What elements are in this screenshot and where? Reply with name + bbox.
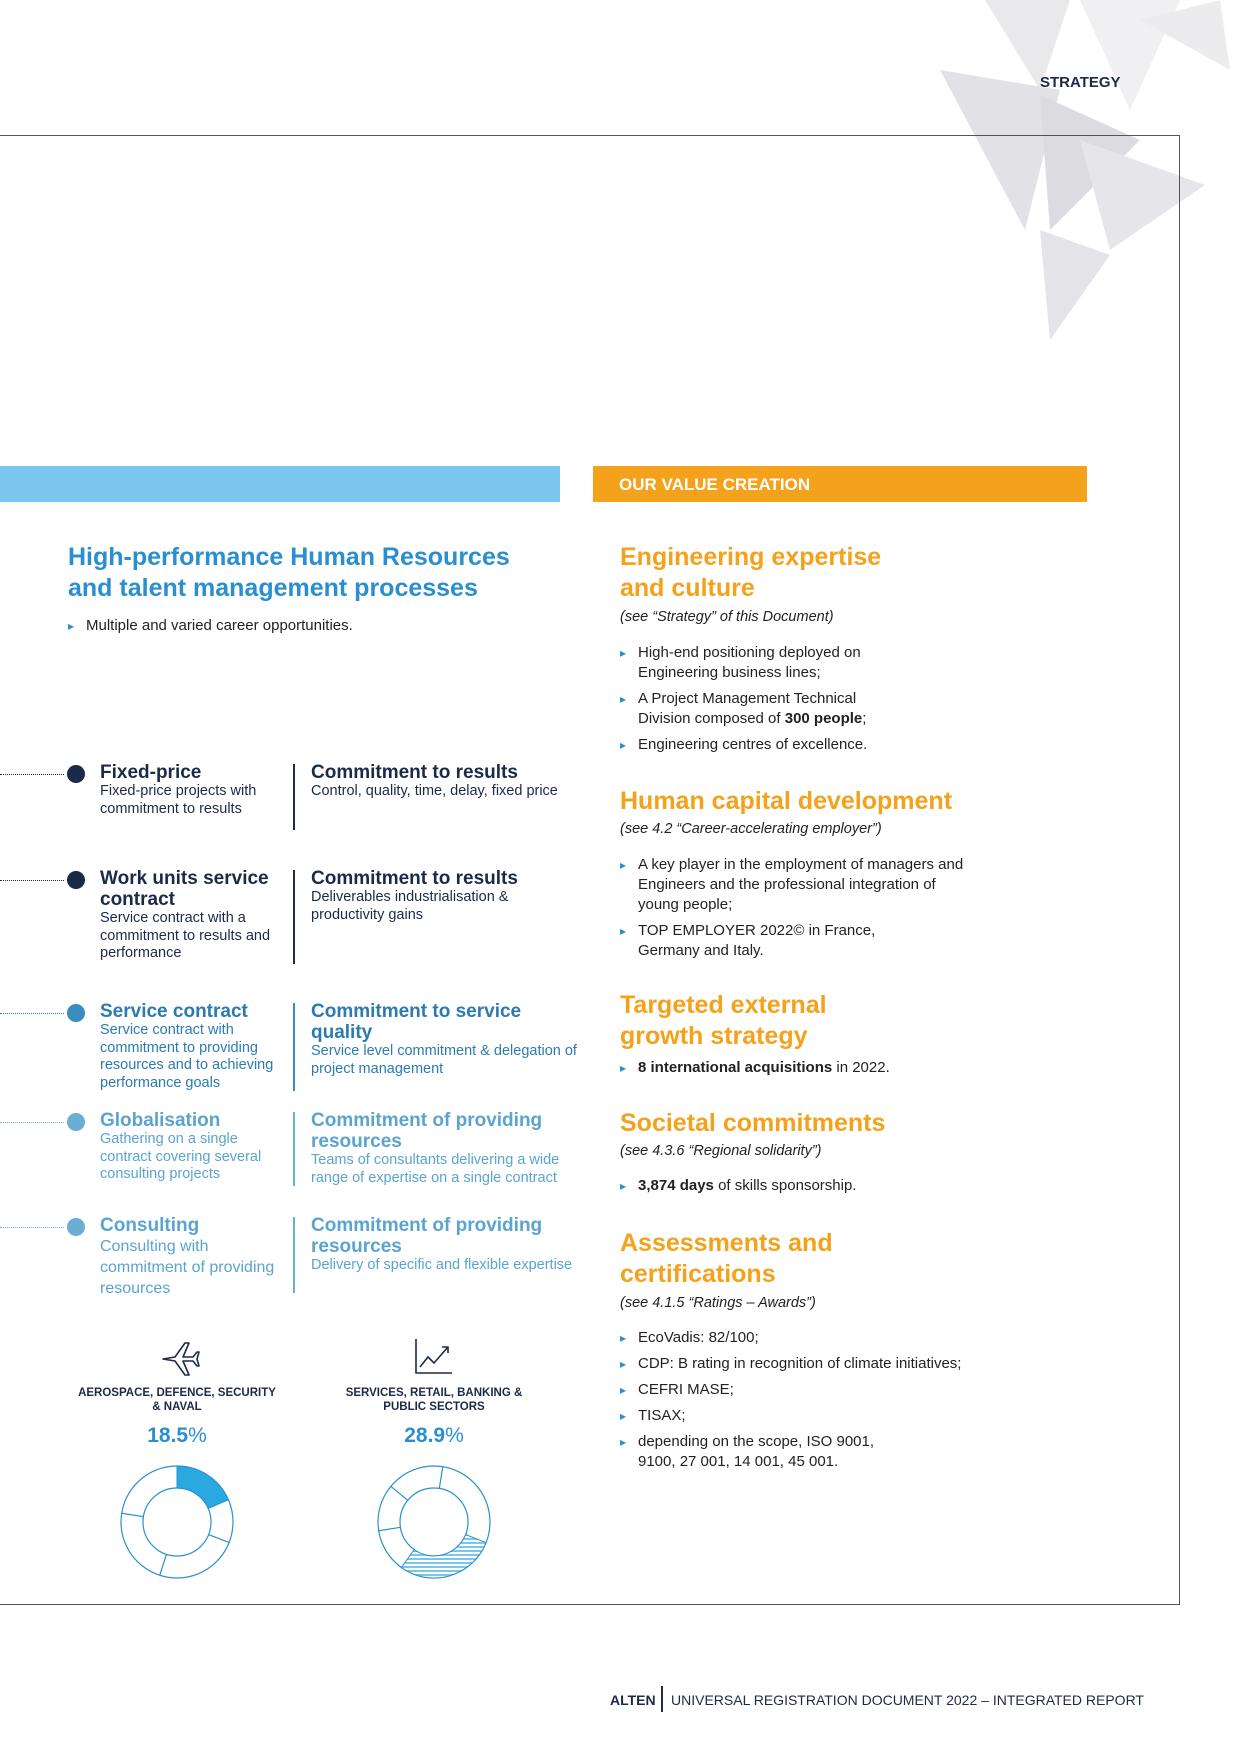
hr-bullet: ▸ Multiple and varied career opportunities. — [68, 616, 528, 636]
vc-bullet-list — [620, 643, 1020, 761]
offer-desc: Service contract with a commitment to results and performance — [100, 910, 271, 961]
commitment — [311, 1001, 581, 1078]
section-label: STRATEGY — [1040, 74, 1121, 91]
commitment-desc: Control, quality, time, delay, fixed price — [311, 783, 558, 799]
donut-divider — [379, 1527, 401, 1530]
sector-donut — [374, 1462, 494, 1582]
offer-title — [100, 1110, 285, 1184]
vc-bullet: ▸ CDP: B rating in recognition of climate initiatives; — [620, 1354, 1020, 1374]
vc-bullet: ▸ A Project Management Technical Division composed of 300 people; — [620, 689, 898, 729]
pct-value: 18.5 — [147, 1424, 189, 1447]
offer-title-text: Consulting — [100, 1215, 200, 1236]
sector-label: SERVICES, RETAIL, BANKING & PUBLIC SECTORS — [345, 1387, 523, 1413]
donut-divider — [209, 1535, 229, 1543]
commitment — [311, 1110, 581, 1187]
vc-title: Human capital development — [620, 787, 953, 815]
vc-bullet: ▸ Engineering centres of excellence. — [620, 735, 1020, 755]
hr-bullets — [68, 616, 528, 636]
offer-desc: Gathering on a single contract covering several consulting projects — [100, 1131, 262, 1182]
footer-document-title: UNIVERSAL REGISTRATION DOCUMENT 2022 – INTEGRATED REPORT — [671, 1692, 1144, 1708]
value-creation-label: OUR VALUE CREATION — [619, 475, 811, 494]
vc-bullet-list — [620, 1328, 1020, 1478]
connector-line — [0, 880, 64, 881]
vc-title: Assessments and certifications — [620, 1229, 833, 1288]
vc-title: Engineering expertise and culture — [620, 543, 882, 602]
left-section-bar — [0, 466, 560, 502]
connector-line — [0, 774, 64, 775]
divider — [293, 1112, 295, 1186]
vc-bullet: ▸ 3,874 days of skills sponsorship. — [620, 1176, 1020, 1196]
divider — [293, 764, 295, 830]
vc-reference: (see “Strategy” of this Document) — [620, 609, 834, 625]
offer-dot — [67, 871, 85, 889]
divider — [293, 870, 295, 964]
donut-inner-ring — [400, 1488, 468, 1556]
commitment-desc: Service level commitment & delegation of project management — [311, 1043, 577, 1077]
chart-trend-icon — [412, 1335, 456, 1379]
commitment-title: Commitment of providing resources — [311, 1215, 543, 1257]
pct-sign: % — [188, 1424, 207, 1447]
vc-bullet-list — [620, 1058, 1020, 1084]
vc-bullet: ▸ depending on the scope, ISO 9001, 9100, 27 001, 14 001, 45 001. — [620, 1432, 908, 1472]
donut-divider — [122, 1513, 144, 1516]
pct-value: 28.9 — [404, 1424, 446, 1447]
divider — [293, 1217, 295, 1293]
airplane-icon — [157, 1335, 201, 1379]
commitment — [311, 762, 581, 801]
commitment-title: Commitment to service quality — [311, 1001, 522, 1043]
commitment-title: Commitment to results — [311, 762, 518, 783]
offer-desc: Consulting with commitment of providing resources — [100, 1238, 275, 1297]
divider — [293, 1003, 295, 1091]
offer-title — [100, 1001, 285, 1092]
offer-title-text: Work units service contract — [100, 868, 269, 910]
offer-desc: Service contract with commitment to providing resources and to achieving performance goals — [100, 1022, 274, 1091]
offer-title — [100, 1215, 285, 1299]
commitment-desc: Delivery of specific and flexible expertise — [311, 1257, 573, 1273]
donut-divider — [160, 1554, 167, 1575]
connector-line — [0, 1013, 64, 1014]
donut-highlight-segment — [401, 1535, 486, 1578]
hr-title: High-performance Human Resources and talent management processes — [68, 543, 510, 602]
offer-title-text: Fixed-price — [100, 762, 202, 783]
commitment-desc: Teams of consultants delivering a wide range of expertise on a single contract — [311, 1152, 560, 1186]
donut-divider — [391, 1486, 408, 1500]
vc-bullet: ▸ EcoVadis: 82/100; — [620, 1328, 1020, 1348]
vc-bullet: ▸ CEFRI MASE; — [620, 1380, 1020, 1400]
footer-divider — [661, 1686, 663, 1712]
offer-title — [100, 762, 285, 818]
vc-bullet: ▸ TISAX; — [620, 1406, 1020, 1426]
commitment — [311, 1215, 581, 1275]
sector-percentage — [334, 1424, 534, 1448]
vc-bullet: ▸ A key player in the employment of managers and Engineers and the professional integration of young people; — [620, 855, 965, 915]
vc-bullet-list — [620, 1176, 1020, 1202]
offer-dot — [67, 765, 85, 783]
vc-title: Targeted external growth strategy — [620, 991, 827, 1050]
commitment-title: Commitment of providing resources — [311, 1110, 543, 1152]
offer-title — [100, 868, 285, 963]
vc-reference: (see 4.2 “Career-accelerating employer”) — [620, 821, 882, 837]
vc-reference: (see 4.3.6 “Regional solidarity”) — [620, 1143, 822, 1159]
sector-donut — [117, 1462, 237, 1582]
vc-bullet: ▸ 8 international acquisitions in 2022. — [620, 1058, 1020, 1078]
connector-line — [0, 1227, 64, 1228]
commitment-desc: Deliverables industrialisation & productivity gains — [311, 889, 509, 923]
vc-reference: (see 4.1.5 “Ratings – Awards”) — [620, 1295, 816, 1311]
footer-brand: ALTEN — [610, 1692, 656, 1708]
vc-bullet: ▸ TOP EMPLOYER 2022© in France, Germany and Italy. — [620, 921, 898, 961]
sector-label: AEROSPACE, DEFENCE, SECURITY & NAVAL — [78, 1387, 276, 1413]
value-creation-bar — [593, 466, 1087, 502]
pct-sign: % — [445, 1424, 464, 1447]
donut-divider — [439, 1467, 442, 1489]
vc-bullet: ▸ High-end positioning deployed on Engineering business lines; — [620, 643, 898, 683]
vc-bullet-list — [620, 855, 965, 967]
offer-dot — [67, 1004, 85, 1022]
connector-line — [0, 1122, 64, 1123]
offer-title-text: Globalisation — [100, 1110, 221, 1131]
offer-desc: Fixed-price projects with commitment to results — [100, 783, 257, 817]
commitment — [311, 868, 581, 924]
donut-highlight-segment — [177, 1466, 228, 1508]
sector-percentage — [77, 1424, 277, 1448]
offer-dot — [67, 1218, 85, 1236]
offer-dot — [67, 1113, 85, 1131]
offer-title-text: Service contract — [100, 1001, 248, 1022]
commitment-title: Commitment to results — [311, 868, 518, 889]
vc-title: Societal commitments — [620, 1109, 886, 1137]
